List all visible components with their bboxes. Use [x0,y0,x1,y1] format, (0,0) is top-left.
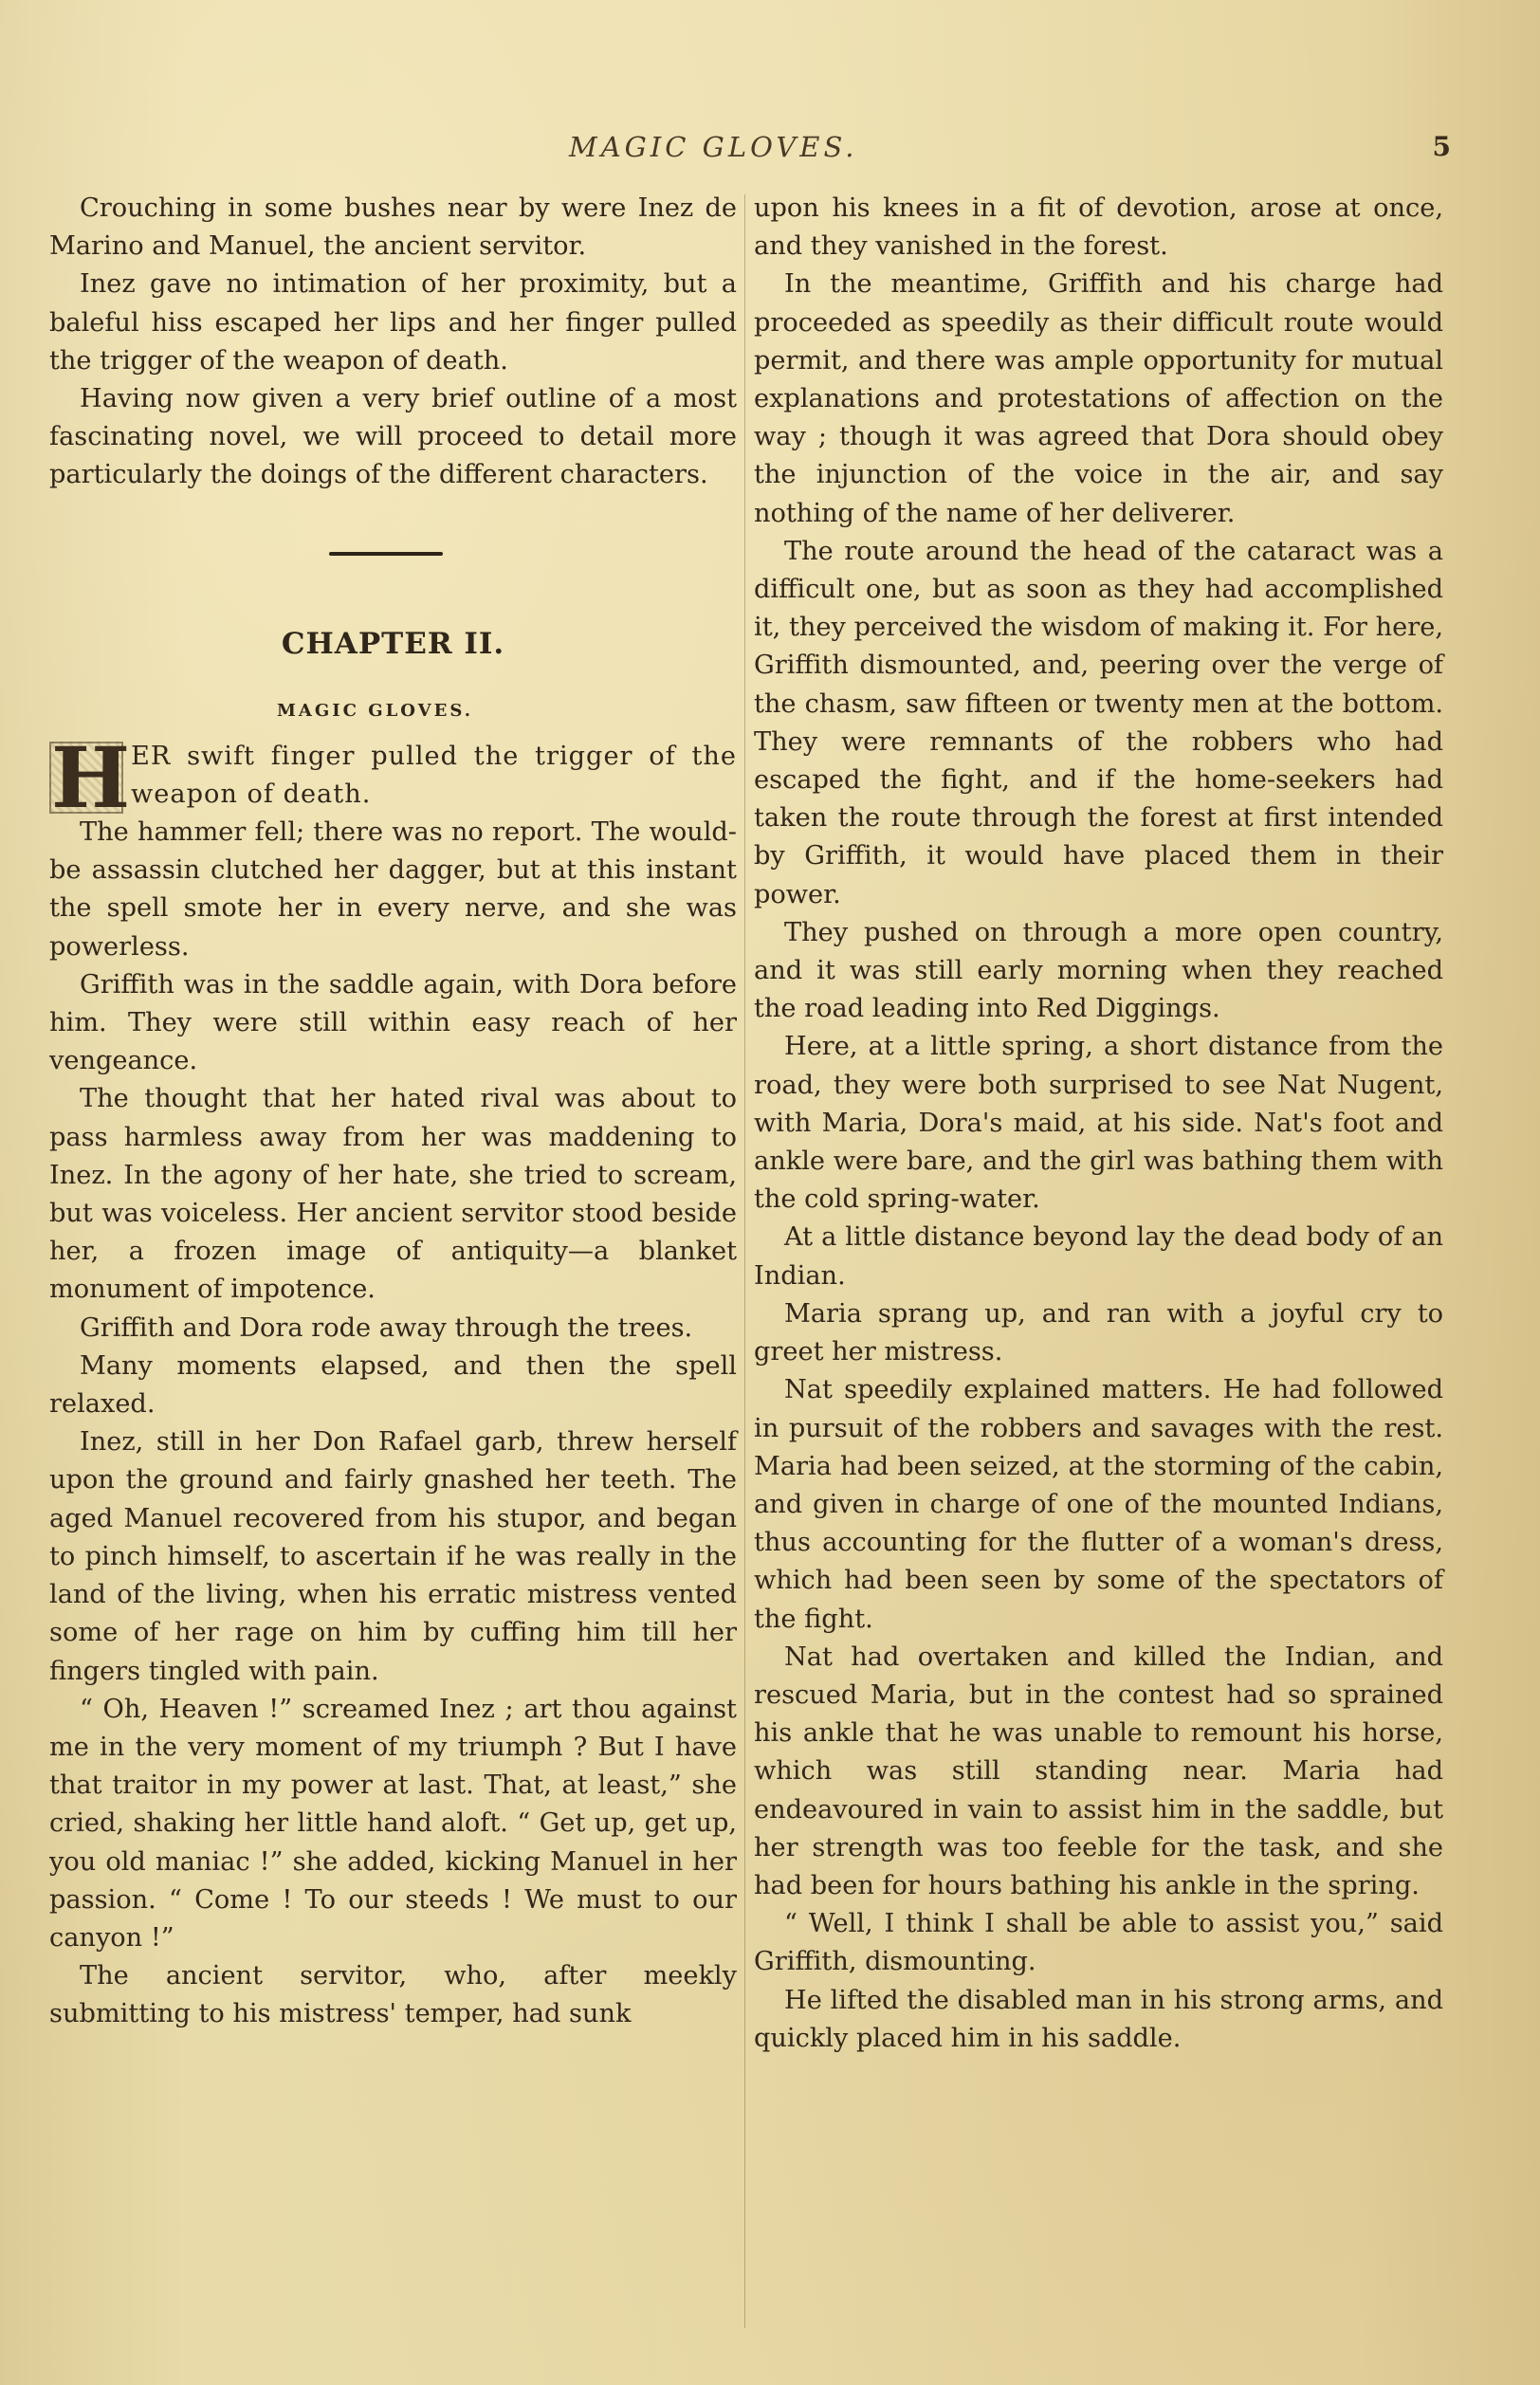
running-head [569,131,1451,173]
separator-rule [329,552,443,556]
paragraph: Many moments elapsed, and then the spell relaxed. [49,1350,737,1420]
paragraph: The ancient servitor, who, after meekly submitting to his mistress' temper, had sunk [49,1961,737,2029]
paragraph: “ Oh, Heaven !” screamed Inez ; art thou against me in the very moment of my triumph ? But I have that traitor in my power at last. That, at least,” she cried, shaking her little hand aloft. “ Get up, get up, you old maniac !” she added, kicking Manuel in her passion. “ Come ! To our steeds ! We must to our canyon !” [49,1694,737,1953]
running-title: MAGIC GLOVES. [569,131,858,163]
drop-cap: H [51,727,131,827]
paragraph: Crouching in some bushes near by were Inez de Marino and Manuel, the ancient servitor. [49,193,737,262]
chapter-heading: CHAPTER II. [281,626,505,661]
paragraph: Here, at a little spring, a short distance from the road, they were both surprised to see Nat Nugent, with Maria, Dora's maid, at his side. Nat's foot and ankle were bare, and the girl was bathing them with the cold spring-water. [754,1032,1443,1215]
paragraph-continuation: upon his knees in a fit of devotion, arose at once, and they vanished in the forest. [754,193,1443,262]
left-column [49,190,737,2034]
section-separator [49,495,737,601]
chapter-subheading: MAGIC GLOVES. [277,700,473,721]
paragraph: Inez gave no intimation of her proximity, but a baleful hiss escaped her lips and her finger pulled the trigger of the weapon of death. [49,269,737,376]
paragraph: Maria sprang up, and ran with a joyful cry to greet her mistress. [754,1298,1443,1367]
paragraph: He lifted the disabled man in his strong arms, and quickly placed him in his saddle. [754,1985,1443,2053]
paragraph: Griffith was in the saddle again, with Dora before him. They were still within easy reach of her vengeance. [49,969,737,1076]
paragraph: Nat speedily explained matters. He had followed in pursuit of the robbers and savages with the rest. Maria had been seized, at the storming of the cabin, and given in charge of one of the mounted Indians, thus accounting for the flutter of a woman's dress, which had been seen by some of the spectators of the fight. [754,1375,1443,1634]
paragraph: Inez, still in her Don Rafael garb, threw herself upon the ground and fairly gnashed her teeth. The aged Manuel recovered from his stupor, and began to pinch himself, to ascertain if he was really in the land of the living, when his erratic mistress vented some of her rage on him by cuffing him till her fingers tingled with pain. [49,1427,737,1686]
paragraph: The hammer fell; there was no report. The would-be assassin clutched her dagger, but at this instant the spell smote her in every nerve, and she was powerless. [49,817,737,962]
paragraph: They pushed on through a more open country, and it was still early morning when they reached the road leading into Red Diggings. [754,917,1443,1024]
chapter-opening-paragraph [49,727,737,827]
paragraph: “ Well, I think I shall be able to assist you,” said Griffith, dismounting. [754,1909,1443,1977]
paragraph: Griffith and Dora rode away through the trees. [80,1312,693,1343]
paragraph: The thought that her hated rival was about to pass harmless away from her was maddening to Inez. In the agony of her hate, she tried to scream, but was voiceless. Her ancient servitor stood beside her, a frozen image of antiquity—a blanket monument of impotence. [49,1084,737,1305]
paragraph: Nat had overtaken and killed the Indian, and rescued Maria, but in the contest had so sprained his ankle that he was unable to remount his horse, which was still standing near. Maria had endeavoured in vain to assist him in the saddle, but her strength was too feeble for the task, and she had been for hours bathing his ankle in the spring. [754,1642,1443,1900]
column-divider [744,194,745,2328]
paragraph: At a little distance beyond lay the dead body of an Indian. [754,1222,1443,1291]
paragraph: In the meantime, Griffith and his charge had proceeded as speedily as their difficult route would permit, and there was ample opportunity for mutual explanations and protestations of affection on the way ; though it was agreed that Dora should obey the injunction of the voice in the air, and say nothing of the name of her deliverer. [754,269,1443,528]
right-column [754,190,1443,2058]
opening-text: ER swift finger pulled the trigger of the weapon of death. [131,741,737,809]
paragraph: Having now given a very brief outline of a most fascinating novel, we will proceed to detail more particularly the doings of the different characters. [49,384,737,490]
page-number: 5 [1432,131,1451,162]
paragraph: The route around the head of the cataract was a difficult one, but as soon as they had accomplished it, they perceived the wisdom of making it. For here, Griffith dismounted, and, peering over the verge of the chasm, saw fifteen or twenty men at the bottom. They were remnants of the robbers who had escaped the fight, and if the home-seekers had taken the route through the forest at first intended by Griffith, it would have placed them in their power. [754,536,1443,909]
